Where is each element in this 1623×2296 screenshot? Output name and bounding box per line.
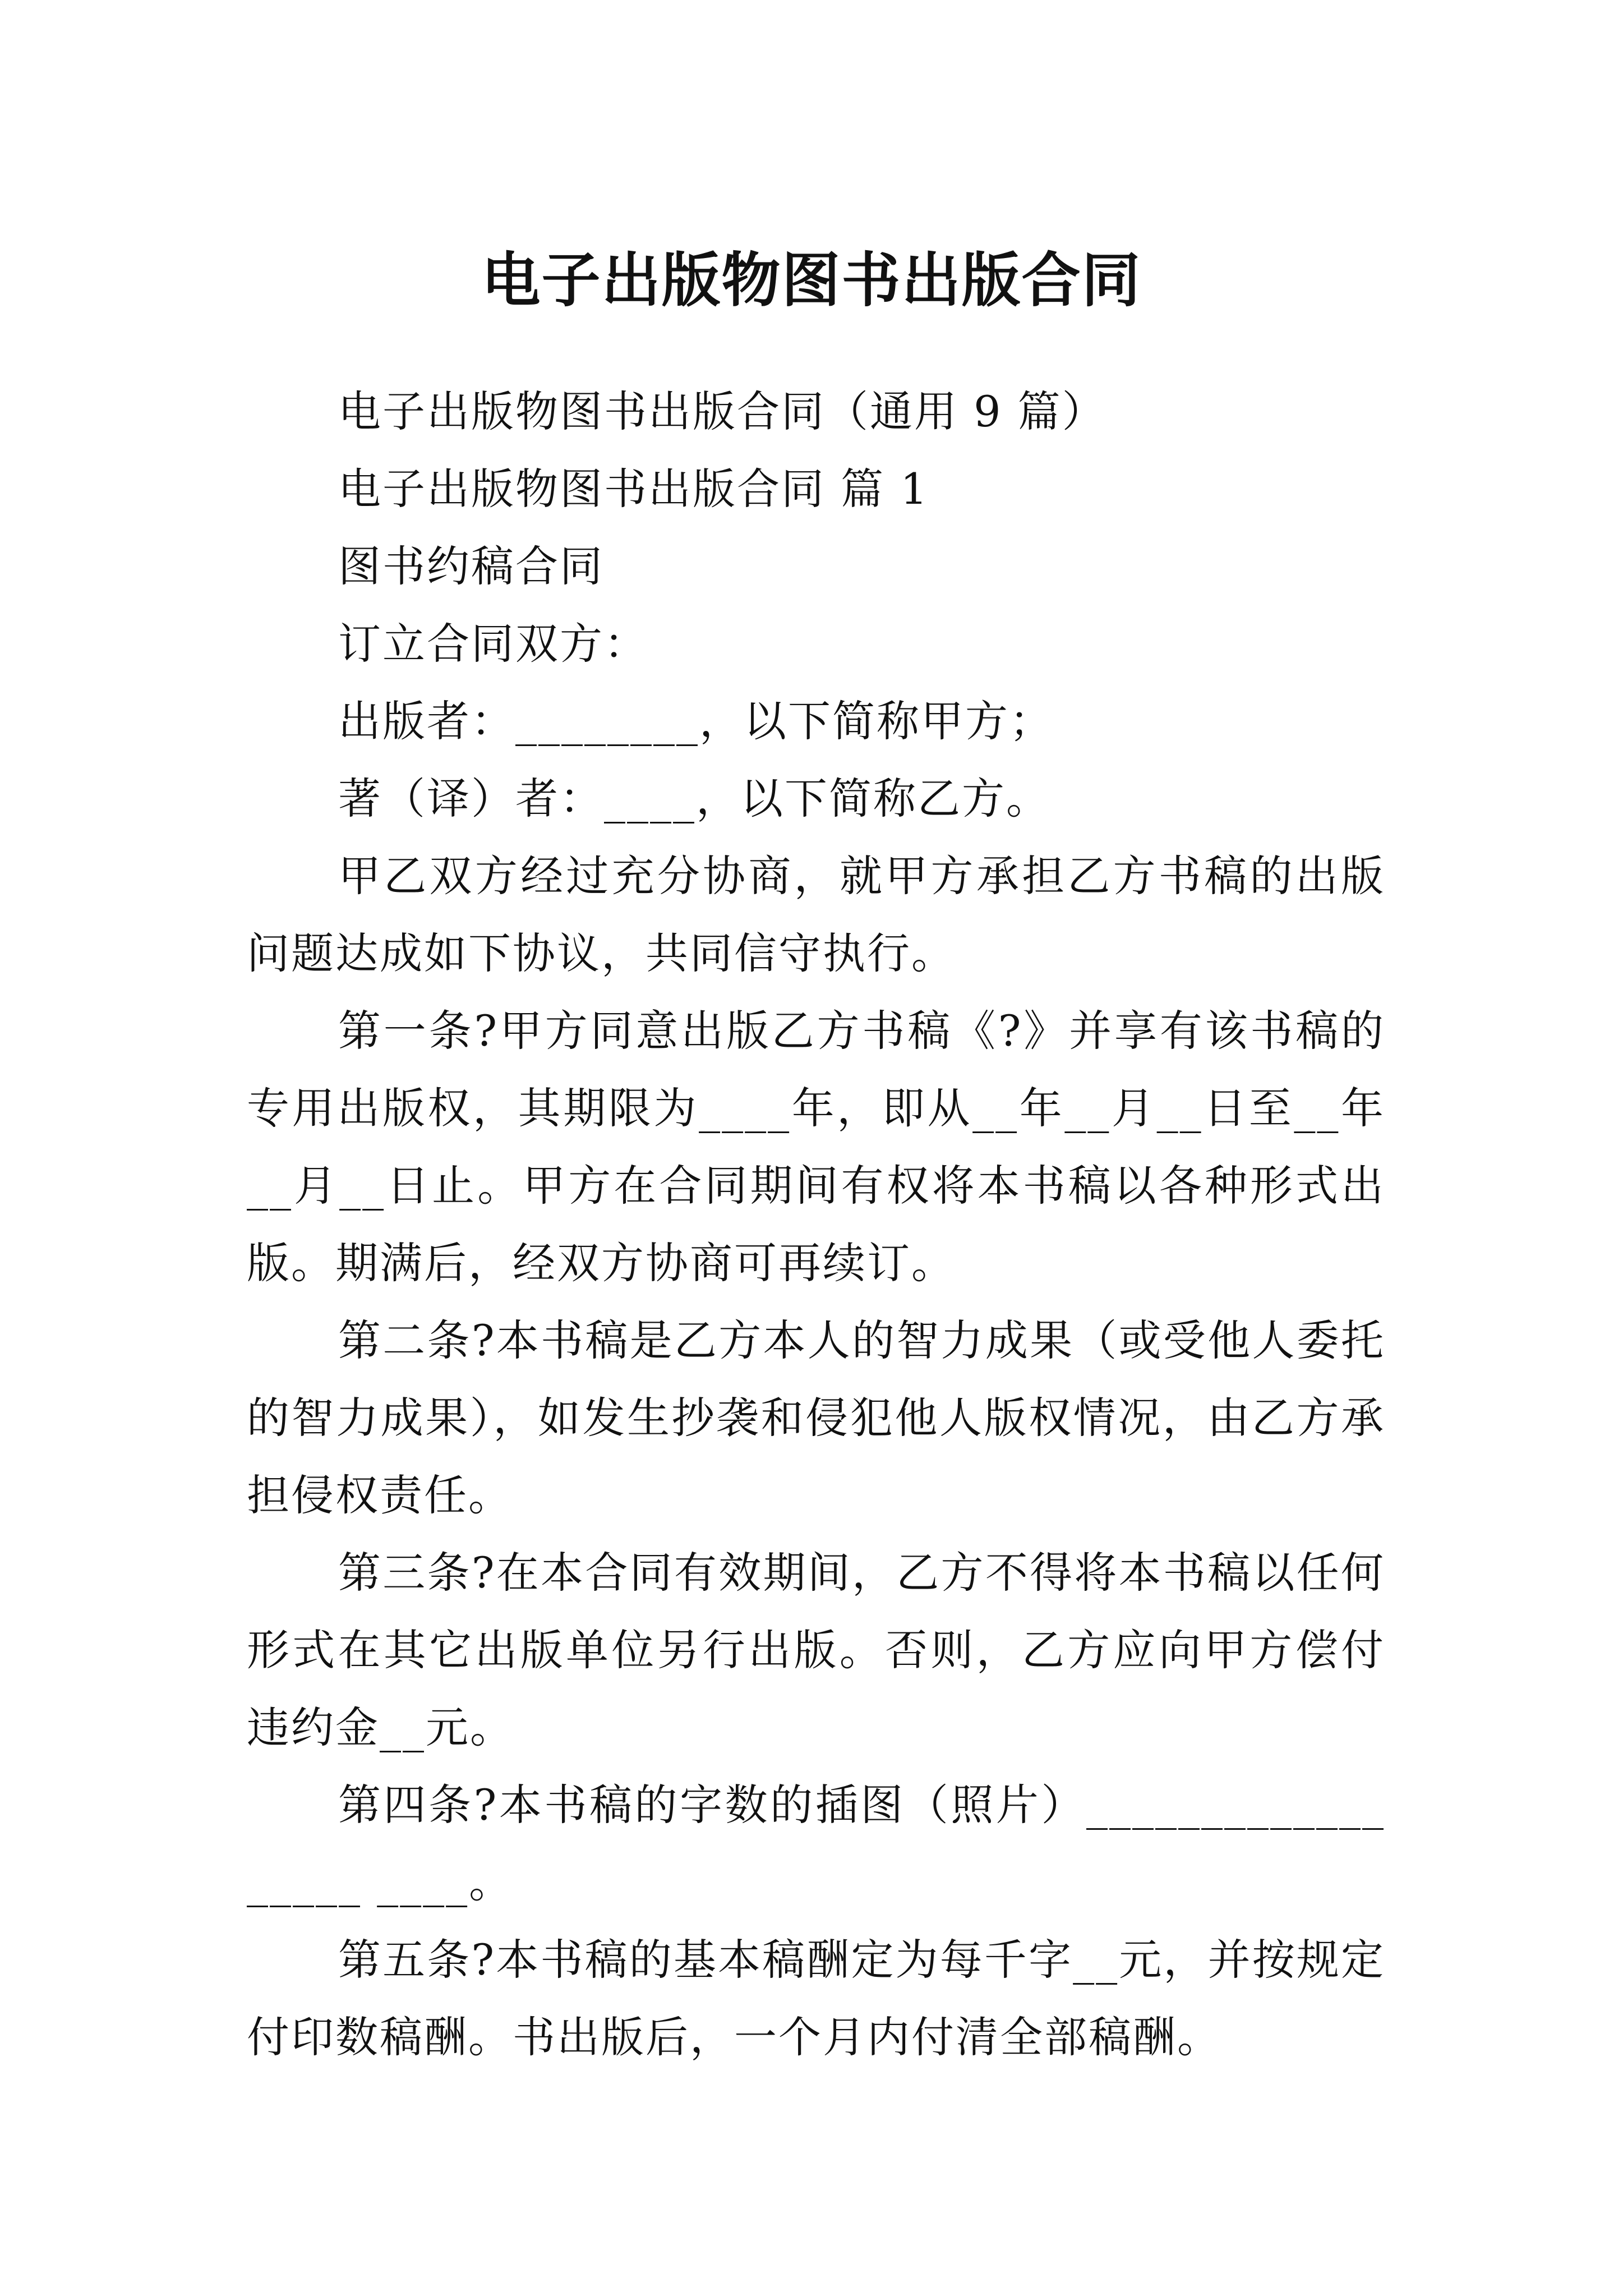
paragraph-article-3: 第三条?在本合同有效期间，乙方不得将本书稿以任何形式在其它出版单位另行出版。否则，乙方应向甲方偿付违约金__元。	[247, 1548, 1385, 1752]
paragraph-article-4: 第四条?本书稿的字数的插图（照片）__________________ ____。	[247, 1780, 1385, 1907]
paragraph-article-2: 第二条?本书稿是乙方本人的智力成果（或受他人委托的智力成果），如发生抄袭和侵犯他人版权情况，由乙方承担侵权责任。	[247, 1315, 1385, 1520]
paragraph-section-heading: 电子出版物图书出版合同 篇 1	[338, 464, 929, 514]
paragraph-author: 著（译）者：____，以下简称乙方。	[338, 774, 1050, 823]
paragraph-article-1: 第一条?甲方同意出版乙方书稿《?》并享有该书稿的专用出版权，其期限为____年，即从__年__月__日至__年__月__日止。甲方在合同期间有权将本书稿以各种形式出版。期满后，经双方协商可再续订。	[247, 1006, 1385, 1288]
document-body	[247, 373, 1385, 2076]
paragraph-contract-name: 图书约稿合同	[338, 541, 604, 591]
paragraph-publisher: 出版者：________，以下简称甲方；	[338, 696, 1054, 746]
paragraph-agreement: 甲乙双方经过充分协商，就甲方承担乙方书稿的出版问题达成如下协议，共同信守执行。	[247, 851, 1385, 978]
paragraph-subtitle: 电子出版物图书出版合同（通用 9 篇）	[338, 386, 1106, 436]
paragraph-article-5: 第五条?本书稿的基本稿酬定为每千字__元，并按规定付印数稿酬。书出版后，一个月内付清全部稿酬。	[247, 1935, 1385, 2062]
document-title: 电子出版物图书出版合同	[481, 246, 1142, 315]
paragraph-parties-heading: 订立合同双方：	[338, 619, 648, 669]
